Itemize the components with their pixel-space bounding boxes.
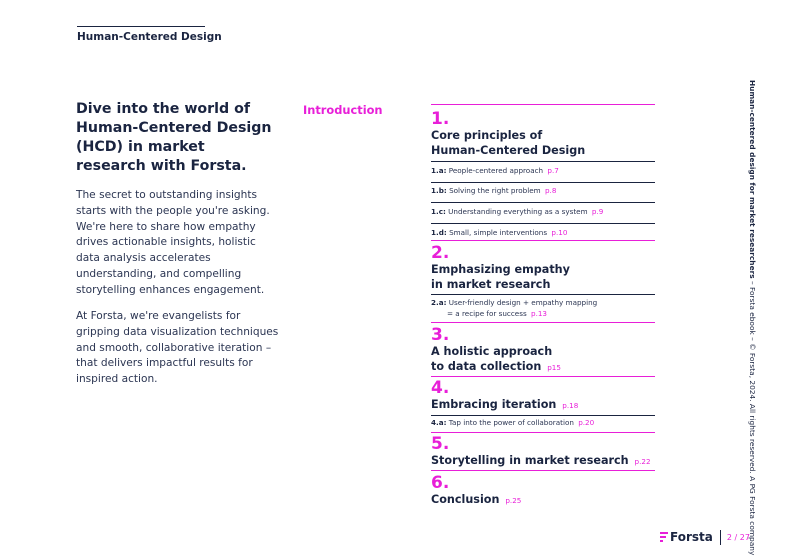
side-caption-title: Human-centered design for market researchers bbox=[748, 80, 757, 279]
toc-page-ref: p.13 bbox=[531, 308, 548, 318]
forsta-brand-text: Forsta bbox=[670, 530, 713, 544]
toc-divider bbox=[431, 202, 655, 203]
toc-title-line: Emphasizing empathy bbox=[431, 263, 570, 276]
intro-paragraph-2: At Forsta, we're evangelists for gripping data visualization techniques and smooth, collaborative iteration – that delivers impactful results for inspired action. bbox=[76, 310, 279, 386]
toc-subsection-label: 1.a: bbox=[431, 166, 447, 175]
table-of-contents bbox=[431, 0, 655, 556]
toc-subsection-item[interactable] bbox=[431, 186, 655, 197]
page-footer bbox=[660, 529, 750, 545]
toc-subsection-item[interactable] bbox=[431, 207, 655, 218]
toc-section-title[interactable] bbox=[431, 454, 655, 470]
toc-divider bbox=[431, 161, 655, 162]
toc-page-ref: p.20 bbox=[578, 418, 595, 427]
toc-section-number: 2. bbox=[431, 243, 450, 263]
toc-subsection-text: User-friendly design + empathy mapping bbox=[448, 298, 598, 307]
toc-divider bbox=[431, 240, 655, 241]
toc-page-ref: p.7 bbox=[547, 166, 559, 175]
forsta-logo-icon bbox=[660, 532, 668, 542]
forsta-logo bbox=[660, 530, 713, 544]
header-rule bbox=[77, 26, 205, 27]
toc-page-ref: p.22 bbox=[634, 457, 651, 466]
toc-divider bbox=[431, 223, 655, 224]
page-number: 2 / 27 bbox=[726, 532, 750, 542]
toc-page-ref: p.25 bbox=[505, 496, 522, 505]
toc-section-number: 1. bbox=[431, 109, 450, 129]
toc-subsection-label: 2.a: bbox=[431, 298, 447, 307]
toc-divider bbox=[431, 294, 655, 295]
toc-subsection-label: 1.d: bbox=[431, 228, 447, 237]
toc-title-line: Core principles of bbox=[431, 129, 543, 142]
side-caption bbox=[744, 80, 760, 556]
page-headline: Dive into the world of Human-Centered Design (HCD) in market research with Forsta. bbox=[76, 101, 272, 174]
toc-page-ref: p.18 bbox=[562, 401, 579, 410]
toc-subsection-text: Small, simple interventions bbox=[449, 228, 548, 237]
side-caption-rest: – Forsta ebook – © Forsta, 2024. All rights reserved. A PG Forsta company bbox=[748, 278, 757, 556]
toc-section-number: 5. bbox=[431, 434, 450, 454]
toc-section-title[interactable] bbox=[431, 493, 655, 509]
toc-title-line: A holistic approach bbox=[431, 345, 553, 358]
toc-divider bbox=[431, 104, 655, 105]
toc-subsection-item[interactable] bbox=[431, 166, 655, 177]
toc-subsection-item[interactable] bbox=[431, 298, 655, 319]
footer-divider bbox=[720, 530, 721, 545]
toc-section-title[interactable] bbox=[431, 345, 655, 375]
toc-title-line: to data collection bbox=[431, 359, 542, 373]
toc-page-ref: p.10 bbox=[551, 228, 568, 237]
toc-subsection-text: Solving the right problem bbox=[449, 186, 541, 195]
toc-section-number: 4. bbox=[431, 378, 450, 398]
document-label: Human-Centered Design bbox=[77, 31, 222, 43]
toc-title-line: Human-Centered Design bbox=[431, 143, 586, 157]
toc-page-ref: p.8 bbox=[544, 186, 557, 195]
section-label-introduction: Introduction bbox=[303, 103, 383, 117]
toc-subsection-label: 1.b: bbox=[431, 186, 447, 195]
toc-section-number: 6. bbox=[431, 473, 450, 493]
toc-title-line: Embracing iteration bbox=[431, 398, 557, 411]
toc-subsection-text: Understanding everything as a system bbox=[448, 207, 588, 216]
intro-paragraph-1: The secret to outstanding insights starts with the people you're asking. We're here to share how empathy drives actionable insights, holistic data analysis accelerates understanding, and compelling storytelling enhances engagement. bbox=[76, 189, 270, 296]
toc-divider bbox=[431, 415, 655, 416]
toc-divider bbox=[431, 470, 655, 471]
toc-subsection-label: 1.c: bbox=[431, 207, 446, 216]
toc-title-line: Storytelling in market research bbox=[431, 454, 629, 467]
toc-subsection-text: = a recipe for success bbox=[447, 308, 527, 318]
toc-divider bbox=[431, 432, 655, 433]
toc-subsection-item[interactable] bbox=[431, 228, 655, 239]
toc-page-ref: p.9 bbox=[591, 207, 604, 216]
toc-subsection-item[interactable] bbox=[431, 418, 655, 429]
toc-subsection-label: 4.a: bbox=[431, 418, 447, 427]
side-caption-text bbox=[744, 80, 760, 556]
toc-section-number: 3. bbox=[431, 325, 450, 345]
toc-divider bbox=[431, 182, 655, 183]
toc-subsection-text: People-centered approach bbox=[448, 166, 544, 175]
toc-title-line: in market research bbox=[431, 277, 551, 291]
toc-title-line: Conclusion bbox=[431, 493, 500, 506]
toc-page-ref: p15 bbox=[547, 362, 561, 372]
toc-divider bbox=[431, 322, 655, 323]
toc-section-title[interactable] bbox=[431, 263, 655, 292]
toc-divider bbox=[431, 376, 655, 377]
toc-section-title[interactable] bbox=[431, 398, 655, 414]
toc-subsection-text: Tap into the power of collaboration bbox=[448, 418, 574, 427]
toc-section-title[interactable] bbox=[431, 129, 655, 158]
